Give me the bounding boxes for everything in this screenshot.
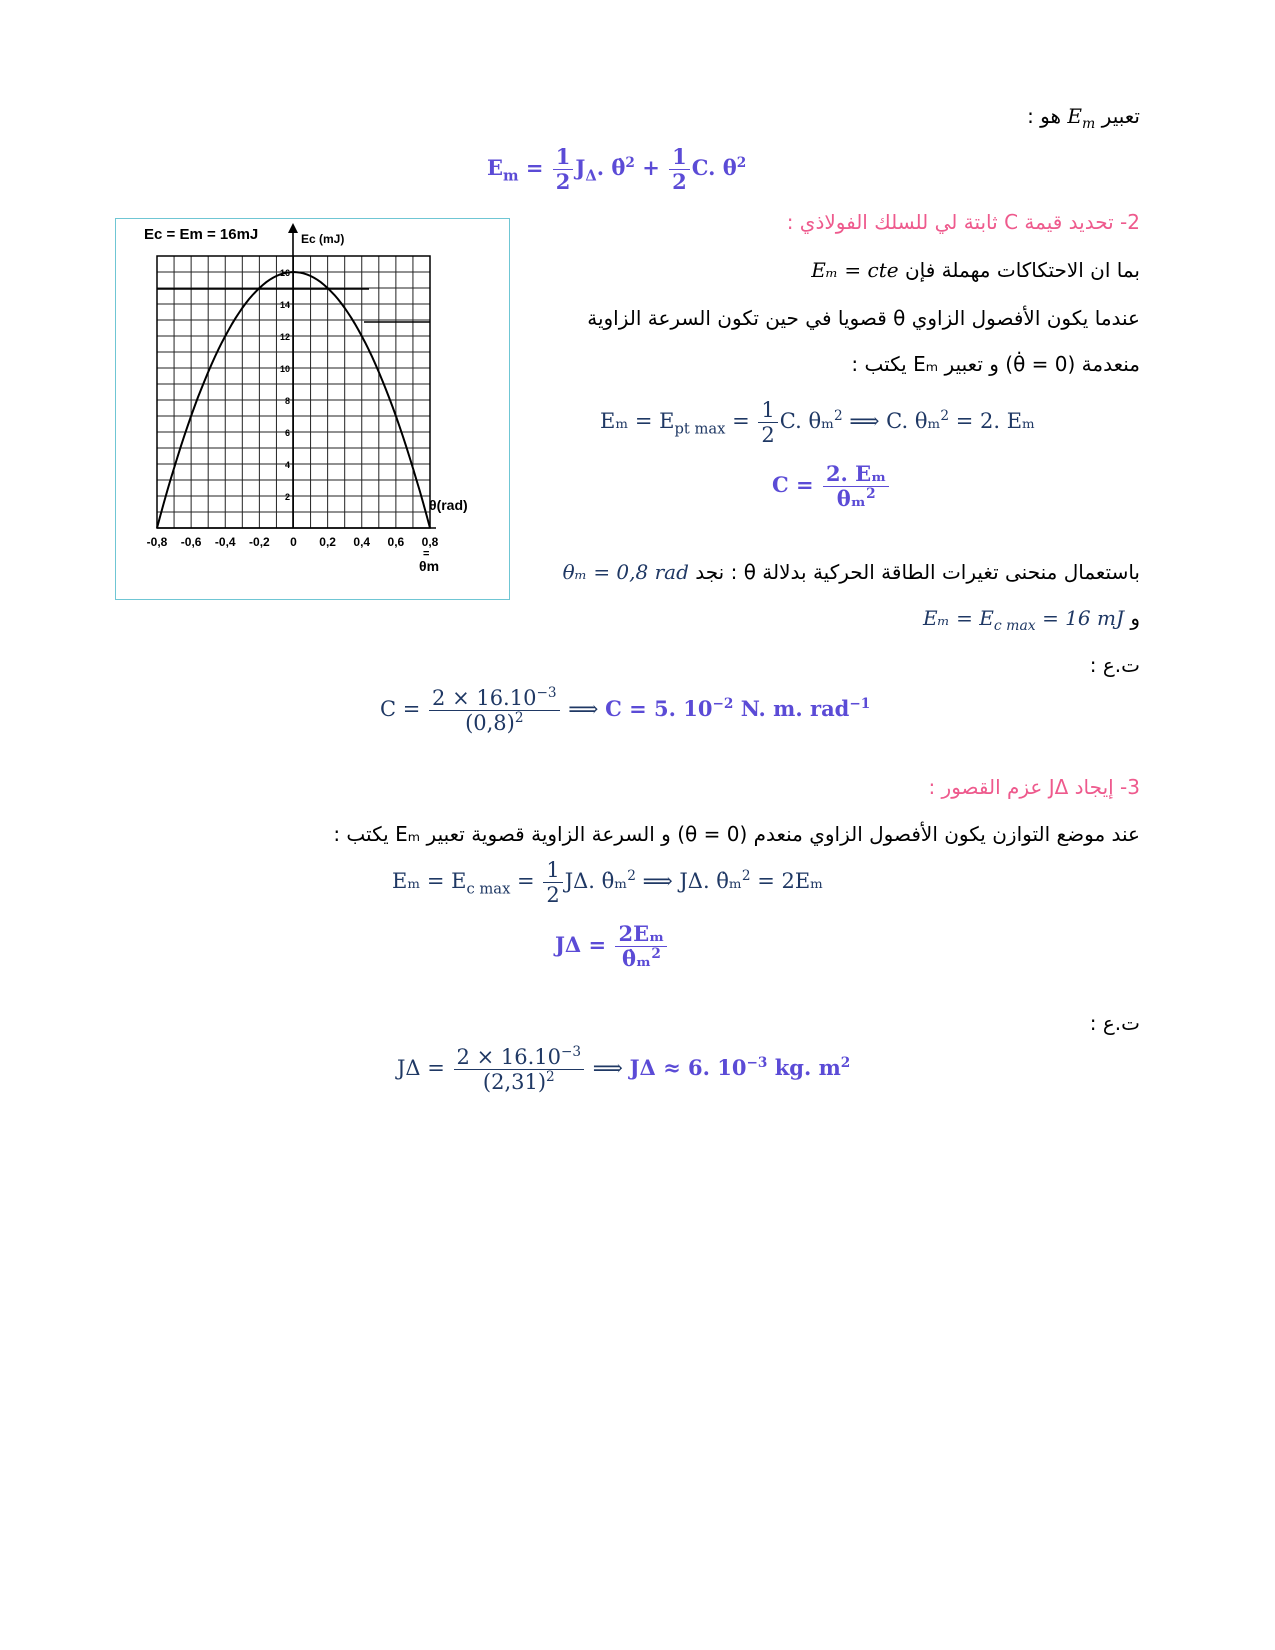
paragraph-friction: بما ان الاحتكاكات مهملة فإن Eₘ = cte [811,258,1140,282]
paragraph-zero-speed: منعدمة (θ̇ = 0) و تعبير Eₘ يكتب : [851,352,1140,376]
x-tick-label: 0,4 [353,535,371,549]
paragraph-em-value: و $E_m = E_{c max} = 16$ mJ [922,606,1140,634]
equation-ep-max: $E_m = E_{pt max}$ = $\frac{1}{2}$ C. θₘ$^2$ ⟹ C. θₘ$^2$ = 2. Eₘ [600,398,1035,448]
y-axis-label: Ec (mJ) [301,232,345,246]
kinetic-energy-chart [116,219,509,599]
theta-m-label: θm [419,558,440,574]
paragraph-graph-reading: باستعمال منحنى تغيرات الطاقة الحركية بدلالة θ : نجد θₘ = 0,8 rad [562,560,1140,584]
y-tick-label: 16 [279,268,290,278]
intro-tail: هو : [1027,104,1062,128]
y-tick-label: 8 [284,396,290,406]
y-tick-label: 6 [284,428,290,438]
y-tick-label: 14 [279,300,290,310]
equation-c-formula: C = $\frac{\text{2. Eₘ}}{\theta_m^2}$ [772,462,891,511]
x-tick-label: 0,6 [387,535,405,549]
theta-m-equals: = [423,548,430,560]
y-axis-arrow [288,223,298,233]
equation-j-numeric: JΔ = $\frac{2 \times 16.10^{-3}}{(2,31)^2}$ ⟹ JΔ ≈ 6. $10^{-3}$ kg. $m^2$ [397,1044,851,1095]
equation-em-total: $E_m$ = $\frac{1}{2}$ $J_\Delta$. θ̇$^2$ + $\frac{1}{2}$ C. $\theta^2$ [487,144,747,195]
kinetic-energy-graph [115,218,510,600]
intro-line [1027,104,1140,132]
x-tick-label: -0,8 [146,535,168,549]
x-tick-labels [147,535,439,549]
x-axis-label: θ(rad) [429,497,468,513]
y-tick-labels [280,268,290,502]
paragraph-max-angle: عندما يكون الأفصول الزاوي θ قصويا في حين تكون السرعة الزاوية [587,306,1140,330]
equation-j-formula: JΔ = $\frac{\text{2Eₘ}}{\thetȧ_m^2}$ [555,922,669,971]
numeric-application-2: ت.ع : [1089,1011,1140,1035]
x-tick-label: 0,8 [421,535,439,549]
chart-title: Ec = Em = 16mJ [144,226,259,243]
section-3-heading: 3- إيجاد JΔ عزم القصور : [928,775,1140,799]
y-tick-label: 12 [279,332,290,342]
equation-ec-max: $E_m = E_{c max}$ = $\frac{1}{2}$ JΔ. θ̇ₘ$^2$ ⟹ JΔ. θ̇ₘ$^2$ = 2Eₘ [392,858,824,908]
x-tick-label: 0 [290,535,297,549]
x-tick-label: -0,2 [249,535,270,549]
y-tick-label: 4 [284,460,290,470]
x-tick-label: -0,6 [180,535,202,549]
y-tick-label: 10 [279,364,290,374]
x-tick-label: 0,2 [319,535,336,549]
equation-c-numeric: C = $\frac{2 \times 16.10^{-3}}{(0,8)^2}$ ⟹ C = 5. $10^{-2}$ N. m. rad$^{-1}$ [380,685,871,736]
y-tick-label: 2 [284,492,290,502]
section-2-heading: 2- تحديد قيمة C ثابتة لي للسلك الفولاذي : [786,210,1140,234]
x-tick-label: -0,4 [214,535,236,549]
intro-text: تعبير [1101,104,1140,128]
intro-em: $E_m$ [1067,104,1096,132]
numeric-application-1: ت.ع : [1089,653,1140,677]
paragraph-equilibrium: عند موضع التوازن يكون الأفصول الزاوي منعدم (θ = 0) و السرعة الزاوية قصوية تعبير Eₘ يكتب : [333,822,1140,846]
